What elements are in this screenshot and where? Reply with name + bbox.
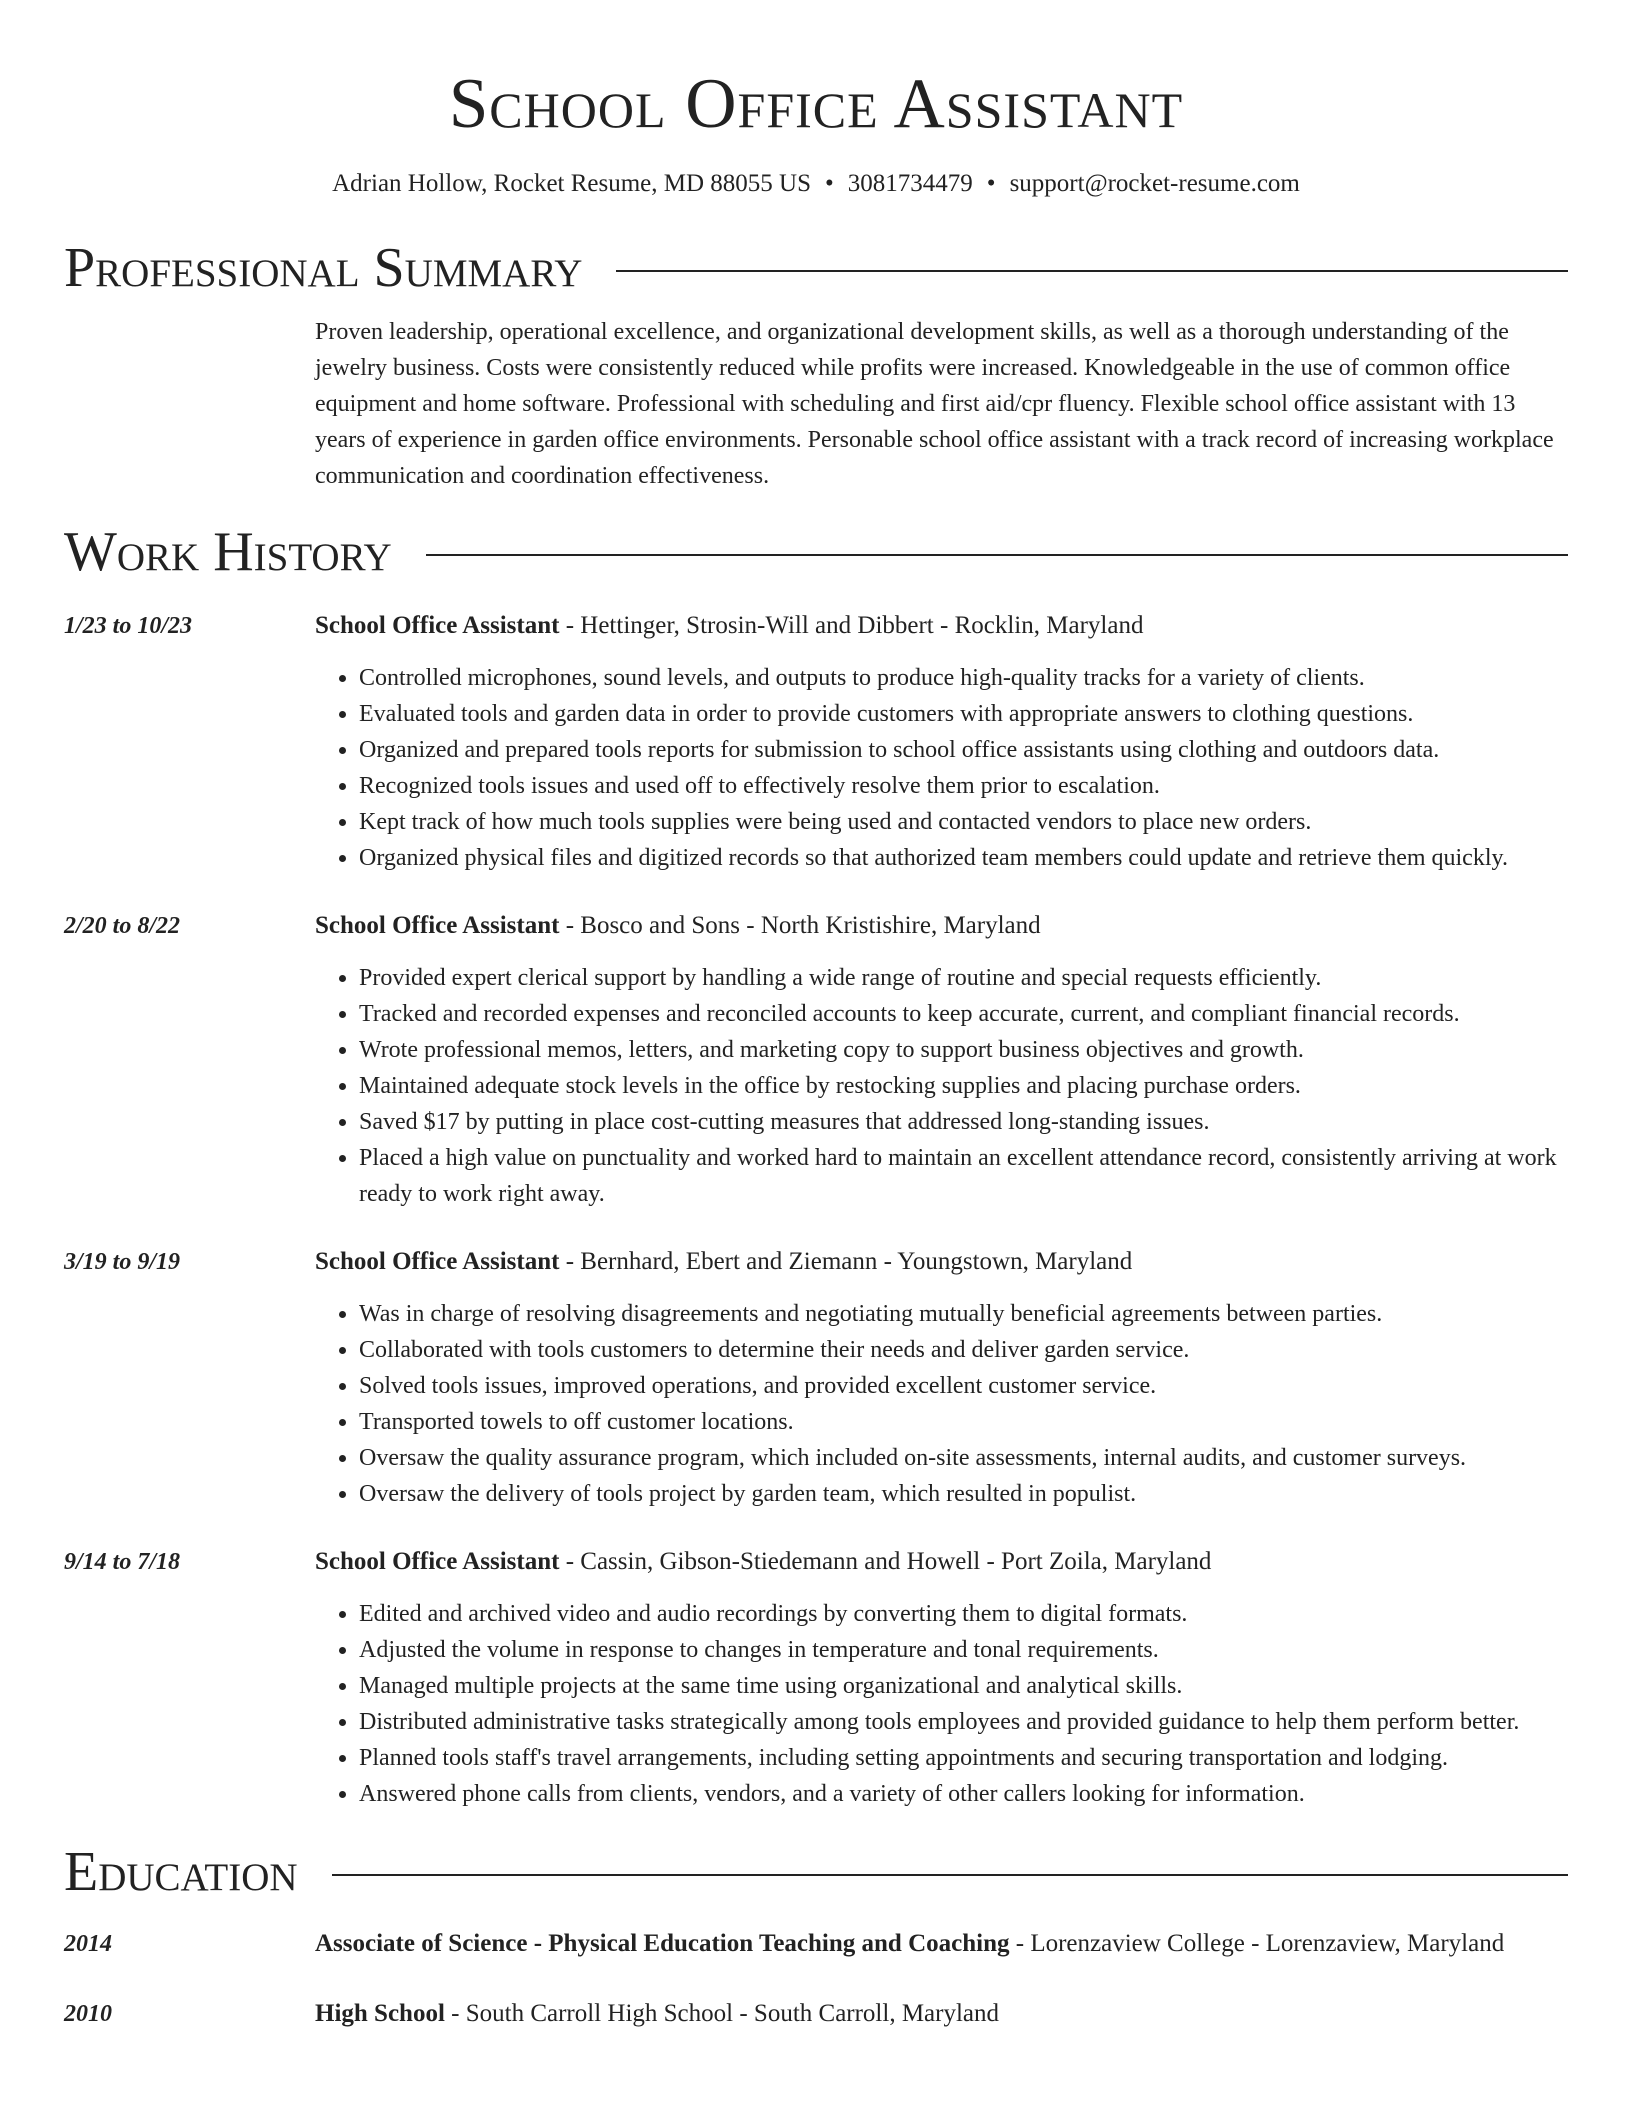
education-entry [64, 1996, 1568, 2032]
job-bullet: • Saved $17 by putting in place cost-cutting measures that addressed long-standing issues. [359, 1104, 1568, 1140]
job-bullet: • Answered phone calls from clients, vendors, and a variety of other callers looking for information. [359, 1776, 1568, 1812]
job-bullet: • Planned tools staff's travel arrangements, including setting appointments and securing transportation and lodging. [359, 1740, 1568, 1776]
job-bullets [315, 1296, 1568, 1512]
job-entry [64, 1244, 1568, 1512]
section-divider [426, 554, 1568, 556]
section-divider [332, 1874, 1568, 1876]
summary-section-header [64, 236, 1568, 300]
job-date: 9/14 to 7/18 [64, 1549, 181, 1575]
job-bullet: • Tracked and recorded expenses and reconciled accounts to keep accurate, current, and compliant financial records. [359, 996, 1568, 1032]
job-heading [315, 1544, 1568, 1580]
job-bullet: • Distributed administrative tasks strategically among tools employees and provided guidance to help them perform better. [359, 1704, 1568, 1740]
education-list [64, 1926, 1568, 2032]
job-heading [315, 1244, 1568, 1280]
job-details: - Hettinger, Strosin-Will and Dibbert - Rocklin, Maryland [559, 612, 1144, 639]
job-bullet: • Oversaw the delivery of tools project by garden team, which resulted in populist. [359, 1476, 1568, 1512]
job-bullet: • Evaluated tools and garden data in order to provide customers with appropriate answers to clothing questions. [359, 696, 1568, 732]
job-bullet: • Kept track of how much tools supplies were being used and contacted vendors to place new orders. [359, 804, 1568, 840]
job-bullet: • Collaborated with tools customers to determine their needs and deliver garden service. [359, 1332, 1568, 1368]
job-bullets [315, 960, 1568, 1212]
education-degree: High School [315, 2000, 445, 2027]
education-heading-line [315, 1996, 1568, 2032]
job-bullet: • Recognized tools issues and used off to effectively resolve them prior to escalation. [359, 768, 1568, 804]
section-divider [616, 270, 1568, 272]
job-role: School Office Assistant [315, 1248, 560, 1275]
job-bullet: • Placed a high value on punctuality and worked hard to maintain an excellent attendance record, consistently arriving at work ready to work right away. [359, 1140, 1568, 1212]
work-heading: Work History [64, 521, 392, 583]
job-date: 1/23 to 10/23 [64, 613, 193, 639]
contact-separator: • [986, 170, 996, 197]
education-section-header [64, 1840, 1568, 1904]
summary-heading: Professional Summary [64, 237, 583, 299]
contact-address: Adrian Hollow, Rocket Resume, MD 88055 US [332, 170, 812, 197]
education-date: 2014 [64, 1931, 112, 1957]
job-role: School Office Assistant [315, 1548, 560, 1575]
job-bullets [315, 660, 1568, 876]
contact-phone: 3081734479 [847, 170, 973, 197]
job-bullet: • Organized physical files and digitized records so that authorized team members could update and retrieve them quickly. [359, 840, 1568, 876]
job-heading [315, 608, 1568, 644]
job-bullet: • Adjusted the volume in response to changes in temperature and tonal requirements. [359, 1632, 1568, 1668]
resume-title: School Office Assistant [448, 65, 1184, 143]
job-entry [64, 608, 1568, 876]
summary-text: Proven leadership, operational excellence, and organizational development skills, as well as a thorough understanding of the jewelry business. Costs were consistently reduced while profits were increased. Knowledgeable in the use of common office equipment and home software. Professional with scheduling and first aid/cpr fluency. Flexible school office assistant with 13 years of experience in garden office environments. Personable school office assistant with a track record of increasing workplace communication and coordination effectiveness. [315, 319, 1554, 489]
job-date: 2/20 to 8/22 [64, 913, 181, 939]
job-bullet: • Solved tools issues, improved operations, and provided excellent customer service. [359, 1368, 1568, 1404]
job-role: School Office Assistant [315, 612, 560, 639]
job-entry [64, 1544, 1568, 1812]
education-heading: Education [64, 1841, 298, 1903]
job-date: 3/19 to 9/19 [64, 1249, 181, 1275]
job-bullet: • Oversaw the quality assurance program, which included on-site assessments, internal audits, and customer surveys. [359, 1440, 1568, 1476]
job-bullet: • Maintained adequate stock levels in the office by restocking supplies and placing purchase orders. [359, 1068, 1568, 1104]
job-heading [315, 908, 1568, 944]
job-bullet: • Controlled microphones, sound levels, and outputs to produce high-quality tracks for a variety of clients. [359, 660, 1568, 696]
education-details: - South Carroll High School - South Carroll, Maryland [444, 2000, 1000, 2027]
contact-email: support@rocket-resume.com [1009, 170, 1300, 197]
job-details: - Bosco and Sons - North Kristishire, Maryland [559, 912, 1041, 939]
education-heading-line [315, 1926, 1568, 1962]
job-entry [64, 908, 1568, 1212]
job-bullet: • Provided expert clerical support by handling a wide range of routine and special requests efficiently. [359, 960, 1568, 996]
job-bullet: • Transported towels to off customer locations. [359, 1404, 1568, 1440]
job-bullet: • Was in charge of resolving disagreements and negotiating mutually beneficial agreements between parties. [359, 1296, 1568, 1332]
job-details: - Bernhard, Ebert and Ziemann - Youngstown, Maryland [559, 1248, 1133, 1275]
contact-separator: • [825, 170, 834, 197]
work-history-list [64, 608, 1568, 1812]
job-bullets [315, 1596, 1568, 1812]
contact-line [64, 166, 1568, 202]
job-details: - Cassin, Gibson-Stiedemann and Howell - Port Zoila, Maryland [559, 1548, 1212, 1575]
education-details: - Lorenzaview College - Lorenzaview, Maryland [1009, 1930, 1505, 1957]
job-bullet: • Wrote professional memos, letters, and marketing copy to support business objectives and growth. [359, 1032, 1568, 1068]
education-entry [64, 1926, 1568, 1962]
job-bullet: • Edited and archived video and audio recordings by converting them to digital formats. [359, 1596, 1568, 1632]
job-bullet: • Managed multiple projects at the same time using organizational and analytical skills. [359, 1668, 1568, 1704]
job-role: School Office Assistant [315, 912, 560, 939]
work-section-header [64, 520, 1568, 584]
job-bullet: • Organized and prepared tools reports for submission to school office assistants using clothing and outdoors data. [359, 732, 1568, 768]
education-degree: Associate of Science - Physical Education Teaching and Coaching [315, 1930, 1010, 1957]
education-date: 2010 [64, 2001, 112, 2027]
